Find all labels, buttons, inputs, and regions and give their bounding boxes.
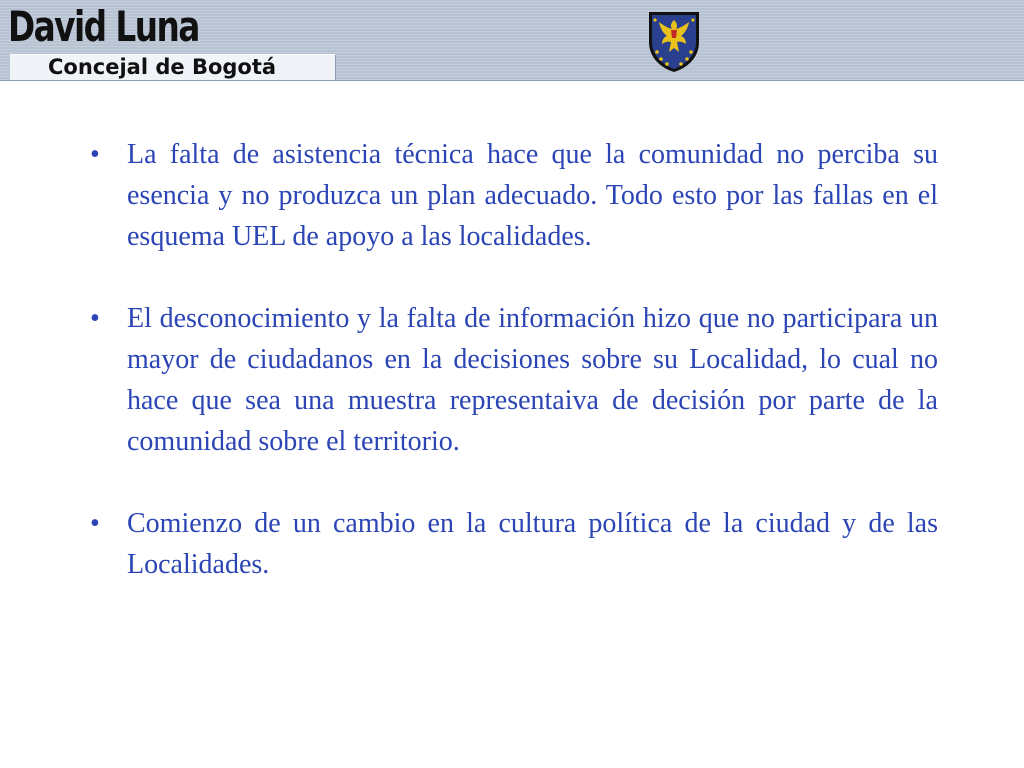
coat-of-arms-icon: [641, 8, 707, 74]
bullet-marker: •: [90, 508, 100, 539]
brand-name: David Luna: [8, 2, 199, 51]
bullet-text: El desconocimiento y la falta de información hizo que no participara un mayor de ciudadanos en la decisiones sobre su Localidad, lo cual no hace que sea una muestra representaiva de decisión por parte de la comunidad sobre el territorio.: [127, 303, 938, 457]
bullet-list: [90, 134, 938, 585]
bullet-marker: •: [90, 139, 100, 170]
header-banner: [0, 0, 1024, 81]
bullet-item: [90, 298, 938, 462]
bullet-item: [90, 134, 938, 257]
bullet-item: [90, 503, 938, 585]
bullet-marker: •: [90, 303, 100, 334]
bullet-text: La falta de asistencia técnica hace que la comunidad no perciba su esencia y no produzca un plan adecuado. Todo esto por las fallas en el esquema UEL de apoyo a las localidades.: [127, 139, 938, 252]
brand-subtitle: Concejal de Bogotá: [48, 55, 277, 79]
bullet-text: Comienzo de un cambio en la cultura política de la ciudad y de las Localidades.: [127, 508, 938, 580]
